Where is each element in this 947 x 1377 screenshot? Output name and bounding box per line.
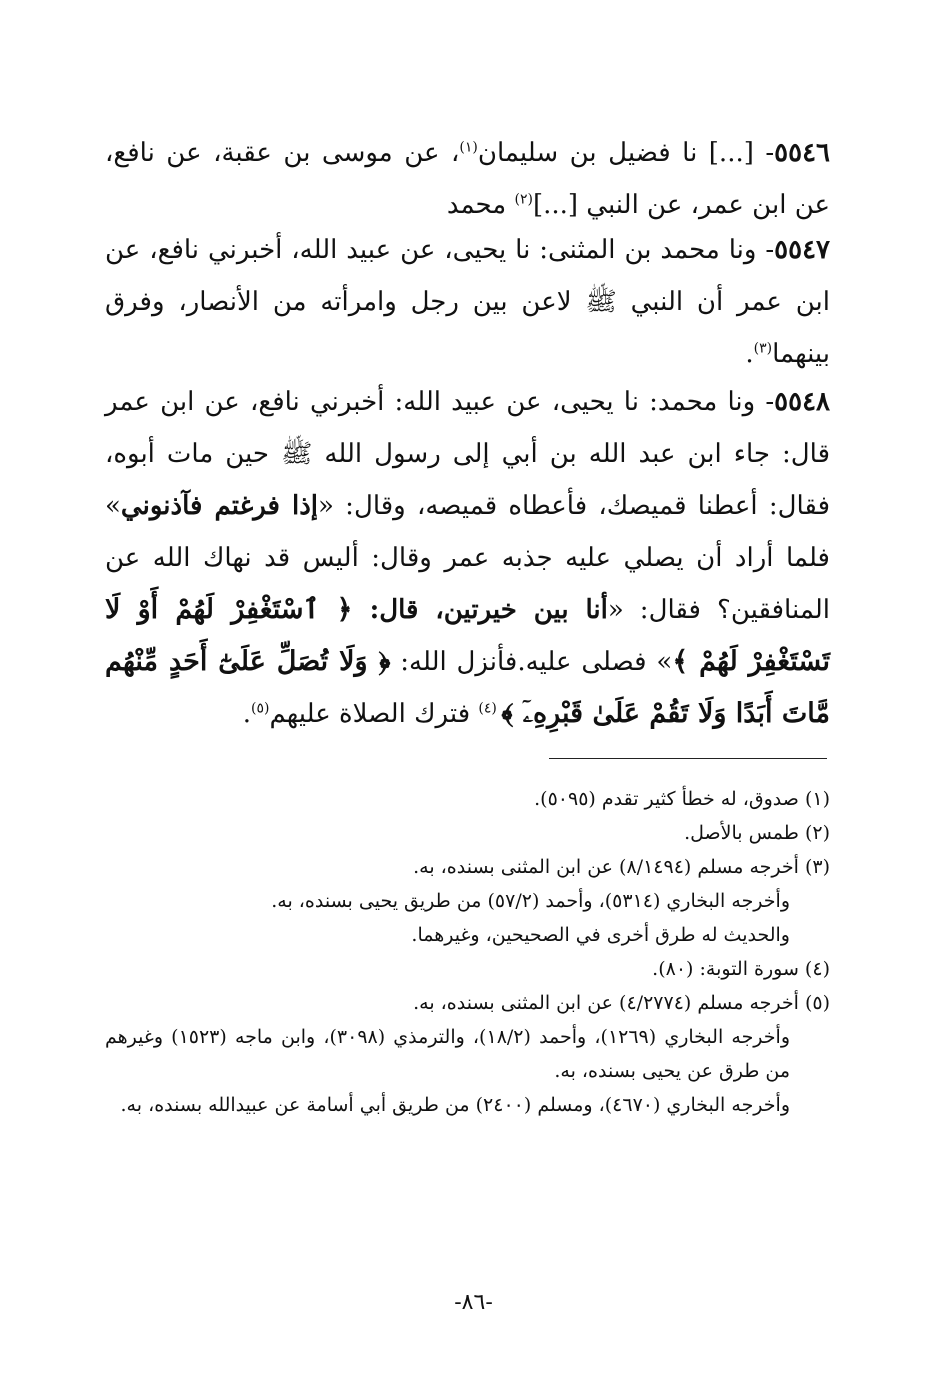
footnote: (١) صدوق، له خطأ كثير تقدم (٥٠٩٥). [534,788,830,810]
hadith-number: ٥٥٤٦ [774,138,830,168]
hadith-text: - [...] نا فضيل بن سليمان [477,138,775,168]
footnotes [105,782,830,1122]
hadith-5546 [105,127,830,231]
footnote: وأخرجه البخاري (٤٦٧٠)، ومسلم (٢٤٠٠) من طريق أبي أسامة عن عبيدالله بسنده، به. [120,1094,790,1116]
paragraph [105,127,830,231]
footnote: والحديث له طرق أخرى في الصحيحين، وغيرهما. [411,924,790,946]
prophet-saying: أنا بين خيرتين، قال: [369,595,608,625]
prophet-saying: إذا فرغتم فآذنوني [120,491,319,521]
hadith-5548 [105,376,830,740]
hadith-number: ٥٥٤٧ [774,235,830,265]
hadith-5547 [105,224,830,380]
hadith-text: . [745,339,754,369]
hadith-text: » فلما أراد أن يصلي عليه جذبه عمر وقال: أليس قد نهاك الله عن المنافقين؟ فقال: « [105,491,830,625]
footnote: وأخرجه البخاري (١٢٦٩)، وأحمد (١٨/٢)، والترمذي (٣٠٩٨)، وابن ماجه (١٥٢٣) وغيرهم من طرق عن يحيى بسنده، به. [105,1026,790,1082]
footnote: (٣) أخرجه مسلم (٨/١٤٩٤) عن ابن المثنى بسنده، به. [413,856,830,878]
paragraph [105,376,830,740]
footnote-ref[interactable]: (٢) [514,191,533,208]
hadith-number: ٥٥٤٨ [774,387,830,417]
hadith-text: ، عن موسى بن عقبة، عن نافع، عن ابن عمر، عن النبي [...] [105,138,830,220]
hadith-text: » فصلى عليه.فأنزل الله: [390,647,673,677]
footnote-ref[interactable]: (٣) [753,340,773,357]
paragraph [105,224,830,380]
quran-verse: ﴿ وَلَا تُصَلِّ عَلَىٰٓ أَحَدٍ مِّنْهُم مَّاتَ أَبَدًا وَلَا تَقُمْ عَلَىٰ قَبْرِهِۦٓ ﴾ [105,646,830,729]
hadith-text: - ونا محمد: نا يحيى، عن عبيد الله: أخبرني نافع، عن ابن عمر قال: جاء ابن عبد الله بن أبي إلى رسول الله ﷺ حين مات أبوه، فقال: أعطنا قميصك، فأعطاه قميصه، وقال: « [105,387,830,521]
footnote: (٤) سورة التوبة: (٨٠). [652,958,830,980]
footnote: وأخرجه البخاري (٥٣١٤)، وأحمد (٥٧/٢) من طريق يحيى بسنده، به. [271,890,790,912]
hadith-text: فترك الصلاة عليهم [269,699,479,729]
footnote-ref[interactable]: (٤) [478,700,502,717]
footnote-ref[interactable]: (٥) [251,700,270,717]
footnote-ref[interactable]: (١) [459,139,478,156]
footnote: (٢) طمس بالأصل. [684,822,830,844]
footnote: (٥) أخرجه مسلم (٤/٢٧٧٤) عن ابن المثنى بسنده، به. [413,992,830,1014]
page-number: -٨٦- [454,1290,493,1315]
hadith-text: . [242,699,252,729]
hadith-text: - ونا محمد بن المثنى: نا يحيى، عن عبيد الله، أخبرني نافع، عن ابن عمر أن النبي ﷺ لاعن بين رجل وامرأته من الأنصار، وفرق بينهما [105,235,830,369]
hadith-text: محمد [446,190,515,220]
footnote-divider [549,758,827,759]
quran-verse: ﴿ ٱسْتَغْفِرْ لَهُمْ أَوْ لَا تَسْتَغْفِرْ لَهُمْ ﴾ [105,594,830,677]
